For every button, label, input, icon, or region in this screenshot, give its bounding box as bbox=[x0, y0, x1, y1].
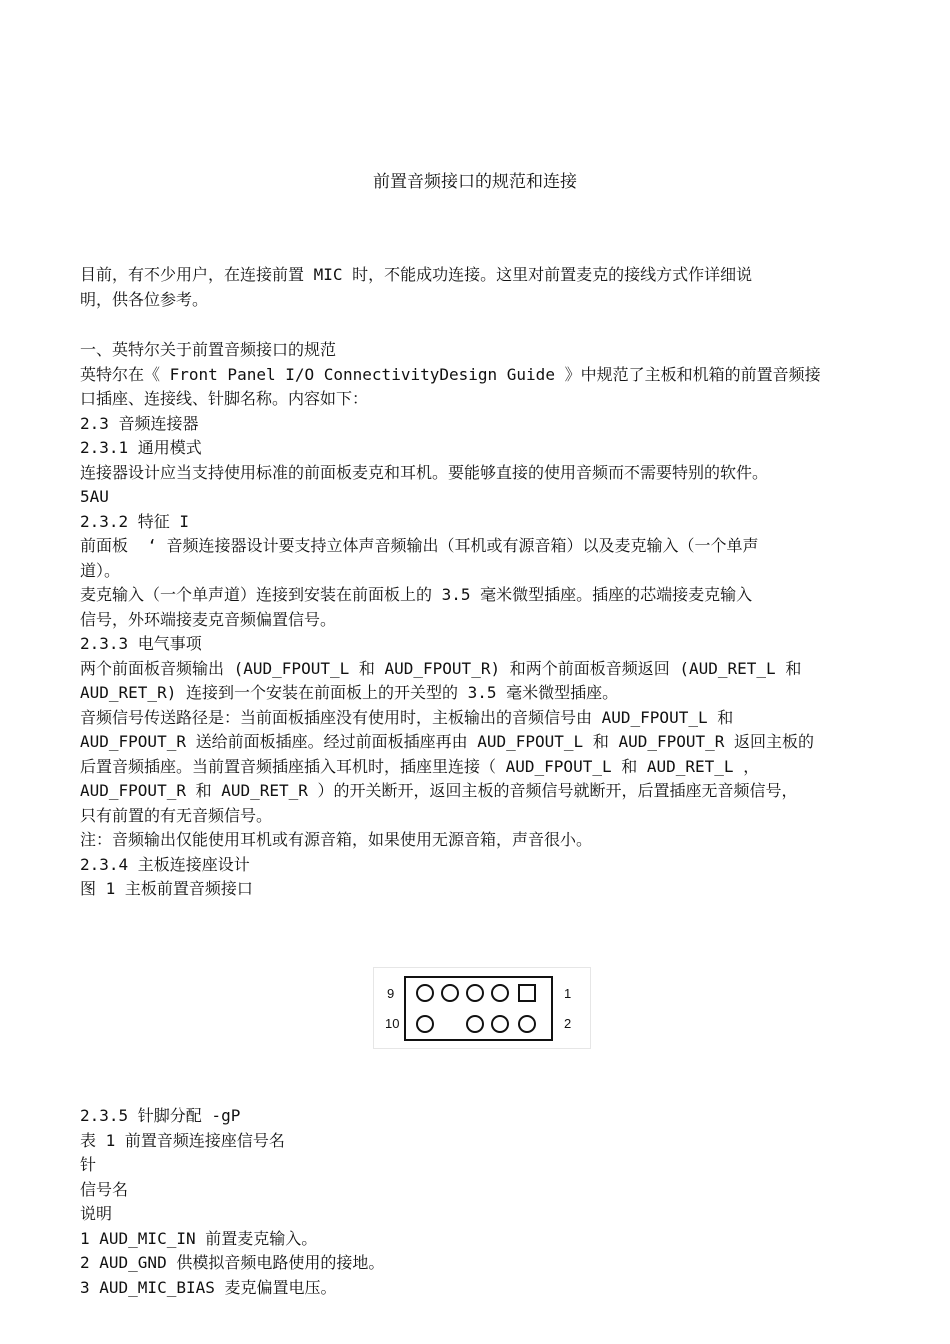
intro-paragraph bbox=[80, 263, 900, 312]
text-line: 只有前置的有无音频信号。 bbox=[80, 805, 273, 825]
text-line: AUD_RET_R) 连接到一个安装在前面板上的开关型的 3.5 毫米微型插座。 bbox=[80, 683, 619, 702]
bottom-pin-round bbox=[467, 1016, 483, 1032]
top-pin-round bbox=[467, 985, 483, 1001]
bottom-pin-round bbox=[492, 1016, 508, 1032]
pin-label-1: 1 bbox=[564, 986, 572, 1001]
top-pin-round bbox=[417, 985, 433, 1001]
header-pin-diagram bbox=[373, 967, 591, 1049]
text-line: 目前，有不少用户，在连接前置 MIC 时，不能成功连接。这里对前置麦克的接线方式作详细说 bbox=[80, 265, 753, 284]
table-header-pin: 针 bbox=[80, 1155, 97, 1174]
text-line: 信号，外环端接麦克音频偏置信号。 bbox=[80, 609, 337, 629]
text-line: 明，供各位参考。 bbox=[80, 289, 209, 309]
text-line: AUD_FPOUT_R 送给前面板插座。经过前面板插座再由 AUD_FPOUT_L 和 AUD_FPOUT_R 返回主板的 bbox=[80, 732, 815, 751]
subsection-heading: 2.3.5 针脚分配 -gP bbox=[80, 1106, 241, 1125]
top-pin-row bbox=[417, 985, 535, 1001]
text-line: 5AU bbox=[80, 487, 109, 506]
text-line: 前面板 ‘ 音频连接器设计要支持立体声音频输出（耳机或有源音箱）以及麦克输入（一个单声 bbox=[80, 536, 759, 555]
table-row: 3 AUD_MIC_BIAS 麦克偏置电压。 bbox=[80, 1277, 337, 1297]
section-heading: 一、英特尔关于前置音频接口的规范 bbox=[80, 340, 337, 359]
note-line: 注：音频输出仅能使用耳机或有源音箱，如果使用无源音箱，声音很小。 bbox=[80, 830, 593, 849]
pin-assignment-section bbox=[80, 1104, 900, 1300]
subsection-heading: 2.3.2 特征 I bbox=[80, 511, 190, 531]
subsection-heading: 2.3 音频连接器 bbox=[80, 413, 199, 433]
top-pin-round bbox=[442, 985, 458, 1001]
table-row: 1 AUD_MIC_IN 前置麦克输入。 bbox=[80, 1228, 318, 1248]
table-caption: 表 1 前置音频连接座信号名 bbox=[80, 1130, 285, 1150]
text-line: 音频信号传送路径是：当前面板插座没有使用时，主板输出的音频信号由 AUD_FPOUT_L 和 bbox=[80, 707, 734, 727]
text-line: 连接器设计应当支持使用标准的前面板麦克和耳机。要能够直接的使用音频而不需要特别的软件。 bbox=[80, 462, 769, 482]
text-line: 麦克输入（一个单声道）连接到安装在前面板上的 3.5 毫米微型插座。插座的芯端接麦克输入 bbox=[80, 585, 753, 604]
top-pin-round bbox=[492, 985, 508, 1001]
text-line: 道）。 bbox=[80, 560, 121, 580]
pin-label-2: 2 bbox=[564, 1016, 572, 1031]
subsection-heading: 2.3.4 主板连接座设计 bbox=[80, 854, 250, 874]
pin-label-9: 9 bbox=[387, 986, 395, 1001]
bottom-pin-round bbox=[417, 1016, 433, 1032]
top-pin-square bbox=[519, 985, 535, 1001]
spec-section bbox=[80, 338, 900, 902]
text-line: 两个前面板音频输出 (AUD_FPOUT_L 和 AUD_FPOUT_R) 和两个前面板音频返回 (AUD_RET_L 和 bbox=[80, 658, 802, 678]
text-line: 后置音频插座。当前置音频插座插入耳机时，插座里连接（ AUD_FPOUT_L 和 AUD_RET_L ， bbox=[80, 756, 760, 776]
figure-caption: 图 1 主板前置音频接口 bbox=[80, 879, 253, 898]
subsection-heading: 2.3.1 通用模式 bbox=[80, 438, 202, 457]
text-line: 英特尔在《 Front Panel I/O ConnectivityDesign Guide 》中规范了主板和机箱的前置音频接 bbox=[80, 364, 821, 384]
text-line: 口插座、连接线、针脚名称。内容如下： bbox=[80, 389, 369, 408]
table-row: 2 AUD_GND 供模拟音频电路使用的接地。 bbox=[80, 1253, 385, 1272]
bottom-pin-round bbox=[519, 1016, 535, 1032]
pin-label-10: 10 bbox=[385, 1016, 400, 1031]
bottom-pin-row bbox=[417, 1016, 535, 1032]
document-title: 前置音频接口的规范和连接 bbox=[373, 172, 577, 192]
table-header-signal: 信号名 bbox=[80, 1179, 129, 1199]
text-line: AUD_FPOUT_R 和 AUD_RET_R ）的开关断开，返回主板的音频信号就断开，后置插座无音频信号， bbox=[80, 781, 798, 800]
subsection-heading: 2.3.3 电气事项 bbox=[80, 634, 202, 653]
table-header-description: 说明 bbox=[80, 1204, 113, 1223]
